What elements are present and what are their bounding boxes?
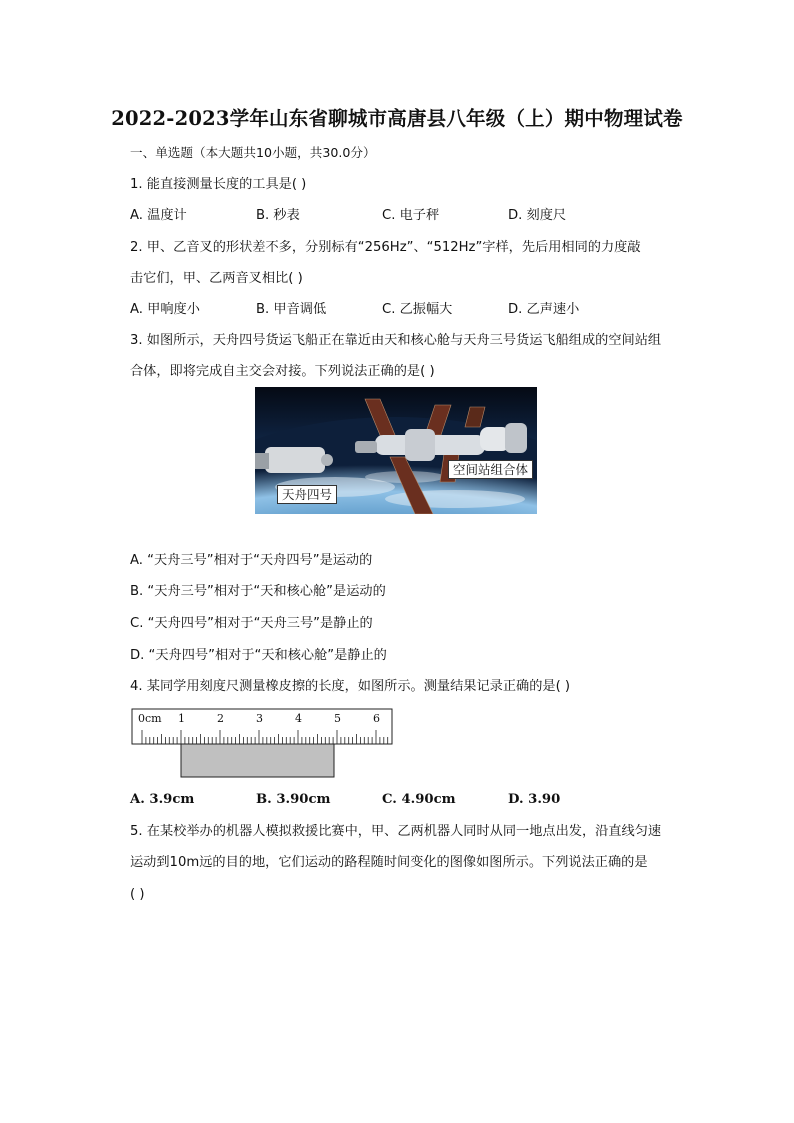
q4-option-d: D. 3.90	[508, 792, 561, 807]
question-3-stem-line-2: 合体，即将完成自主交会对接。下列说法正确的是( )	[130, 364, 435, 379]
q2-option-a: A. 甲响度小	[130, 302, 200, 317]
label-space-station-complex: 空间站组合体	[448, 460, 533, 479]
ruler-label-2: 2	[217, 712, 224, 725]
q3-option-a: A. “天舟三号”相对于“天舟四号”是运动的	[130, 553, 373, 568]
ruler-label-3: 3	[256, 712, 263, 725]
q3-option-d: D. “天舟四号”相对于“天和核心舱”是静止的	[130, 648, 387, 663]
q4-option-b: B. 3.90cm	[256, 792, 331, 807]
q2-option-b: B. 甲音调低	[256, 302, 327, 317]
q3-option-b: B. “天舟三号”相对于“天和核心舱”是运动的	[130, 584, 386, 599]
q2-option-c: C. 乙振幅大	[382, 302, 453, 317]
ruler-label-0: 0cm	[138, 712, 162, 725]
section-heading: 一、单选题（本大题共10小题，共30.0分）	[130, 145, 376, 160]
exam-title: 2022-2023学年山东省聊城市高唐县八年级（上）期中物理试卷	[111, 107, 683, 130]
q1-option-b: B. 秒表	[256, 208, 300, 223]
q1-option-d: D. 刻度尺	[508, 208, 567, 223]
question-1-stem: 1. 能直接测量长度的工具是( )	[130, 177, 307, 192]
question-5-stem-line-1: 5. 在某校举办的机器人模拟救援比赛中，甲、乙两机器人同时从同一地点出发，沿直线匀速	[130, 824, 662, 839]
question-4-stem: 4. 某同学用刻度尺测量橡皮擦的长度，如图所示。测量结果记录正确的是( )	[130, 679, 571, 694]
question-2-stem-line-2: 击它们，甲、乙两音叉相比( )	[130, 271, 303, 286]
question-5-stem-line-2: 运动到10m远的目的地，它们运动的路程随时间变化的图像如图所示。下列说法正确的是	[130, 855, 648, 870]
q3-option-c: C. “天舟四号”相对于“天舟三号”是静止的	[130, 616, 373, 631]
q1-option-a: A. 温度计	[130, 208, 187, 223]
ruler-figure	[131, 708, 393, 780]
question-2-stem-line-1: 2. 甲、乙音叉的形状差不多，分别标有“256Hz”、“512Hz”字样，先后用相同的力度敲	[130, 240, 641, 255]
label-tianzhou-4: 天舟四号	[277, 485, 337, 504]
q2-option-d: D. 乙声速小	[508, 302, 580, 317]
question-5-stem-line-3: ( )	[130, 887, 145, 902]
q1-option-c: C. 电子秤	[382, 208, 440, 223]
ruler-label-1: 1	[178, 712, 185, 725]
space-station-photo	[255, 387, 537, 514]
ruler-label-6: 6	[373, 712, 380, 725]
ruler-label-4: 4	[295, 712, 302, 725]
ruler-label-5: 5	[334, 712, 341, 725]
q4-option-c: C. 4.90cm	[382, 792, 456, 807]
question-3-stem-line-1: 3. 如图所示，天舟四号货运飞船正在靠近由天和核心舱与天舟三号货运飞船组成的空间站组	[130, 333, 662, 348]
q4-option-a: A. 3.9cm	[130, 792, 195, 807]
